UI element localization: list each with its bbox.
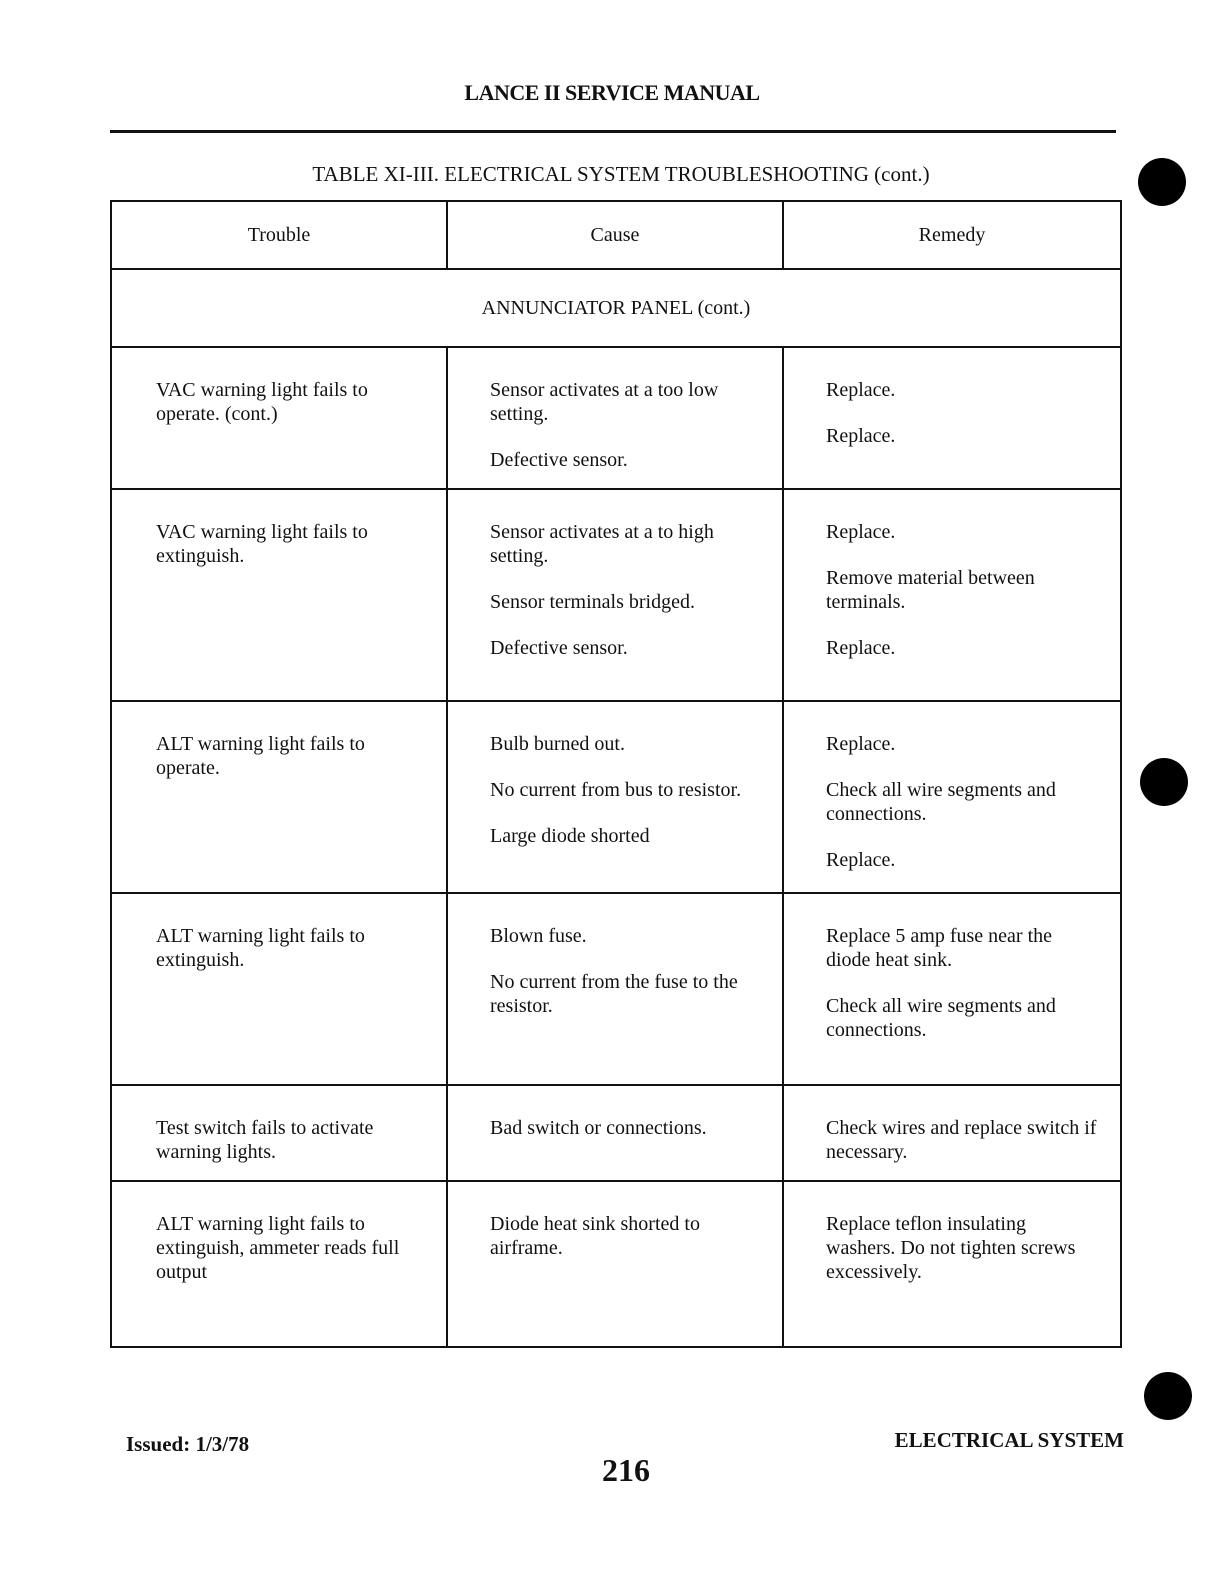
- remedy-text: Replace.: [826, 733, 896, 755]
- trouble-cell: [111, 893, 447, 1085]
- issued-date: Issued: 1/3/78: [126, 1432, 250, 1456]
- cause-text: Diode heat sink shorted to airframe.: [490, 1213, 700, 1259]
- column-header-cause: Cause: [447, 201, 783, 269]
- remedy-text: Replace.: [826, 637, 896, 659]
- remedy-text: Check all wire segments and connections.: [826, 779, 1056, 825]
- cause-cell: [447, 893, 783, 1085]
- header-divider: [110, 130, 1116, 133]
- page-number: 216: [602, 1452, 650, 1488]
- trouble-text: ALT warning light fails to extinguish, ammeter reads full output: [156, 1213, 400, 1283]
- table-row: [111, 489, 1121, 701]
- trouble-text: Test switch fails to activate warning lights.: [156, 1117, 374, 1163]
- binder-hole-top: [1138, 158, 1186, 206]
- binder-hole-bottom: [1144, 1372, 1192, 1420]
- section-name: ELECTRICAL SYSTEM: [894, 1428, 1124, 1452]
- cause-cell: [447, 1085, 783, 1181]
- remedy-cell: [783, 489, 1121, 701]
- column-header-trouble: Trouble: [111, 201, 447, 269]
- table-row: [111, 1085, 1121, 1181]
- cause-text: Blown fuse.: [490, 925, 587, 947]
- column-header-remedy: Remedy: [783, 201, 1121, 269]
- remedy-text: Replace.: [826, 521, 896, 543]
- remedy-text: Replace.: [826, 379, 896, 401]
- remedy-text: Check all wire segments and connections.: [826, 995, 1056, 1041]
- trouble-cell: [111, 1085, 447, 1181]
- remedy-cell: [783, 1085, 1121, 1181]
- remedy-text: Check wires and replace switch if necessary.: [826, 1117, 1097, 1163]
- trouble-text: ALT warning light fails to operate.: [156, 733, 365, 779]
- trouble-cell: [111, 347, 447, 489]
- remedy-text: Replace teflon insulating washers. Do not tighten screws excessively.: [826, 1213, 1076, 1283]
- remedy-text: Replace 5 amp fuse near the diode heat sink.: [826, 925, 1053, 971]
- remedy-cell: [783, 893, 1121, 1085]
- manual-title: LANCE II SERVICE MANUAL: [464, 80, 760, 105]
- cause-cell: [447, 489, 783, 701]
- cause-text: Large diode shorted: [490, 825, 650, 847]
- remedy-cell: [783, 1181, 1121, 1347]
- cause-text: No current from bus to resistor.: [490, 779, 742, 801]
- cause-cell: [447, 347, 783, 489]
- cause-text: Defective sensor.: [490, 449, 628, 471]
- table-row: [111, 893, 1121, 1085]
- troubleshooting-table: [110, 200, 1122, 1348]
- table-row: [111, 701, 1121, 893]
- trouble-cell: [111, 1181, 447, 1347]
- cause-text: Bad switch or connections.: [490, 1117, 707, 1139]
- trouble-text: VAC warning light fails to operate. (cont.): [156, 379, 368, 425]
- remedy-text: Remove material between terminals.: [826, 567, 1035, 613]
- trouble-text: VAC warning light fails to extinguish.: [156, 521, 368, 567]
- trouble-cell: [111, 489, 447, 701]
- cause-cell: [447, 1181, 783, 1347]
- binder-hole-middle: [1140, 758, 1188, 806]
- cause-text: Sensor activates at a to high setting.: [490, 521, 714, 567]
- cause-text: Sensor activates at a too low setting.: [490, 379, 719, 425]
- remedy-text: Replace.: [826, 849, 896, 871]
- section-heading: ANNUNCIATOR PANEL (cont.): [111, 269, 1121, 347]
- trouble-text: ALT warning light fails to extinguish.: [156, 925, 365, 971]
- table-row: [111, 1181, 1121, 1347]
- cause-text: Bulb burned out.: [490, 733, 625, 755]
- table-header-row: [111, 201, 1121, 269]
- table-row: [111, 347, 1121, 489]
- remedy-text: Replace.: [826, 425, 896, 447]
- cause-text: Defective sensor.: [490, 637, 628, 659]
- remedy-cell: [783, 347, 1121, 489]
- table-title: TABLE XI-III. ELECTRICAL SYSTEM TROUBLESHOOTING (cont.): [312, 162, 930, 186]
- remedy-cell: [783, 701, 1121, 893]
- section-row: [111, 269, 1121, 347]
- cause-cell: [447, 701, 783, 893]
- cause-text: Sensor terminals bridged.: [490, 591, 695, 613]
- trouble-cell: [111, 701, 447, 893]
- cause-text: No current from the fuse to the resistor.: [490, 971, 738, 1017]
